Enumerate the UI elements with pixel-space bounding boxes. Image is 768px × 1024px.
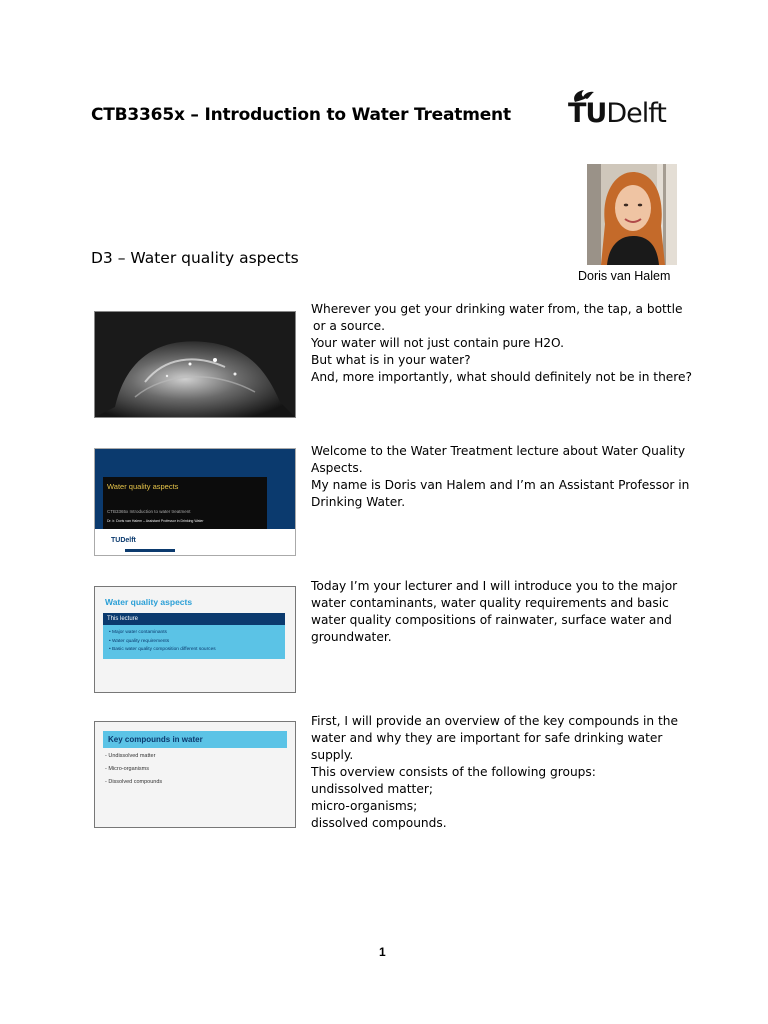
list-item: - Undissolved matter — [105, 753, 156, 759]
list-item: - Micro-organisms — [105, 766, 150, 772]
lecturer-portrait-icon — [587, 164, 677, 265]
slide-thumbnail-3 — [94, 586, 296, 693]
logo-wordmark: TUDelft — [568, 98, 666, 129]
lecturer-name: Doris van Halem — [578, 269, 671, 283]
slide-subtitle: CTB3365x Introduction to water treatment — [107, 509, 191, 514]
slide-author: Dr. ir. Doris van Halem – Assistant Professor in Drinking Water — [107, 519, 204, 523]
page-number: 1 — [379, 945, 386, 959]
slide-thumbnail-1 — [94, 311, 296, 418]
panel-heading: This lecture — [103, 613, 285, 625]
list-item: - Dissolved compounds — [105, 779, 163, 785]
list-item: • Water quality requirements — [109, 638, 170, 644]
slide-title: Water quality aspects — [107, 482, 179, 491]
slide-4-text: First, I will provide an overview of the key compounds in the water and why they are important for safe drinking water supply. This overview consists of the following groups: undissolved matter; micro-organisms; dissolved compounds. — [311, 714, 679, 830]
list-item: • Major water contaminants — [109, 630, 167, 635]
slide-bullet-list — [105, 750, 162, 789]
section-title: D3 – Water quality aspects — [91, 249, 299, 267]
slide-1-text: Wherever you get your drinking water from, the tap, a bottle or a source. Your water will not just contain pure H2O. But what is in your water? And, more importantly, what should definitely not be in there? — [311, 302, 693, 384]
course-title: CTB3365x – Introduction to Water Treatment — [91, 105, 511, 125]
lecturer-photo — [587, 164, 677, 265]
slide-logo: TUDelft — [111, 537, 136, 544]
list-item: • Basic water quality composition different sources — [109, 647, 216, 652]
slide-3-text: Today I’m your lecturer and I will introduce you to the major water contaminants, water quality requirements and basic water quality compositions of rainwater, surface water and groundwater. — [311, 579, 678, 644]
slide-thumbnail-4 — [94, 721, 296, 828]
water-splash-icon — [95, 312, 295, 417]
slide-title: Water quality aspects — [105, 597, 193, 607]
slide-title: Key compounds in water — [108, 735, 203, 744]
slide-bullet-list — [109, 629, 216, 655]
slide-title-bar — [103, 731, 287, 748]
slide-title-box — [103, 477, 267, 529]
slide-2-text: Welcome to the Water Treatment lecture about Water Quality Aspects. My name is Doris van Halem and I’m an Assistant Professor in Drinking Water. — [311, 444, 690, 509]
slide-footer-strip — [125, 549, 175, 552]
tu-delft-logo — [568, 88, 678, 132]
slide-thumbnail-2 — [94, 448, 296, 556]
slide-panel — [103, 613, 285, 659]
